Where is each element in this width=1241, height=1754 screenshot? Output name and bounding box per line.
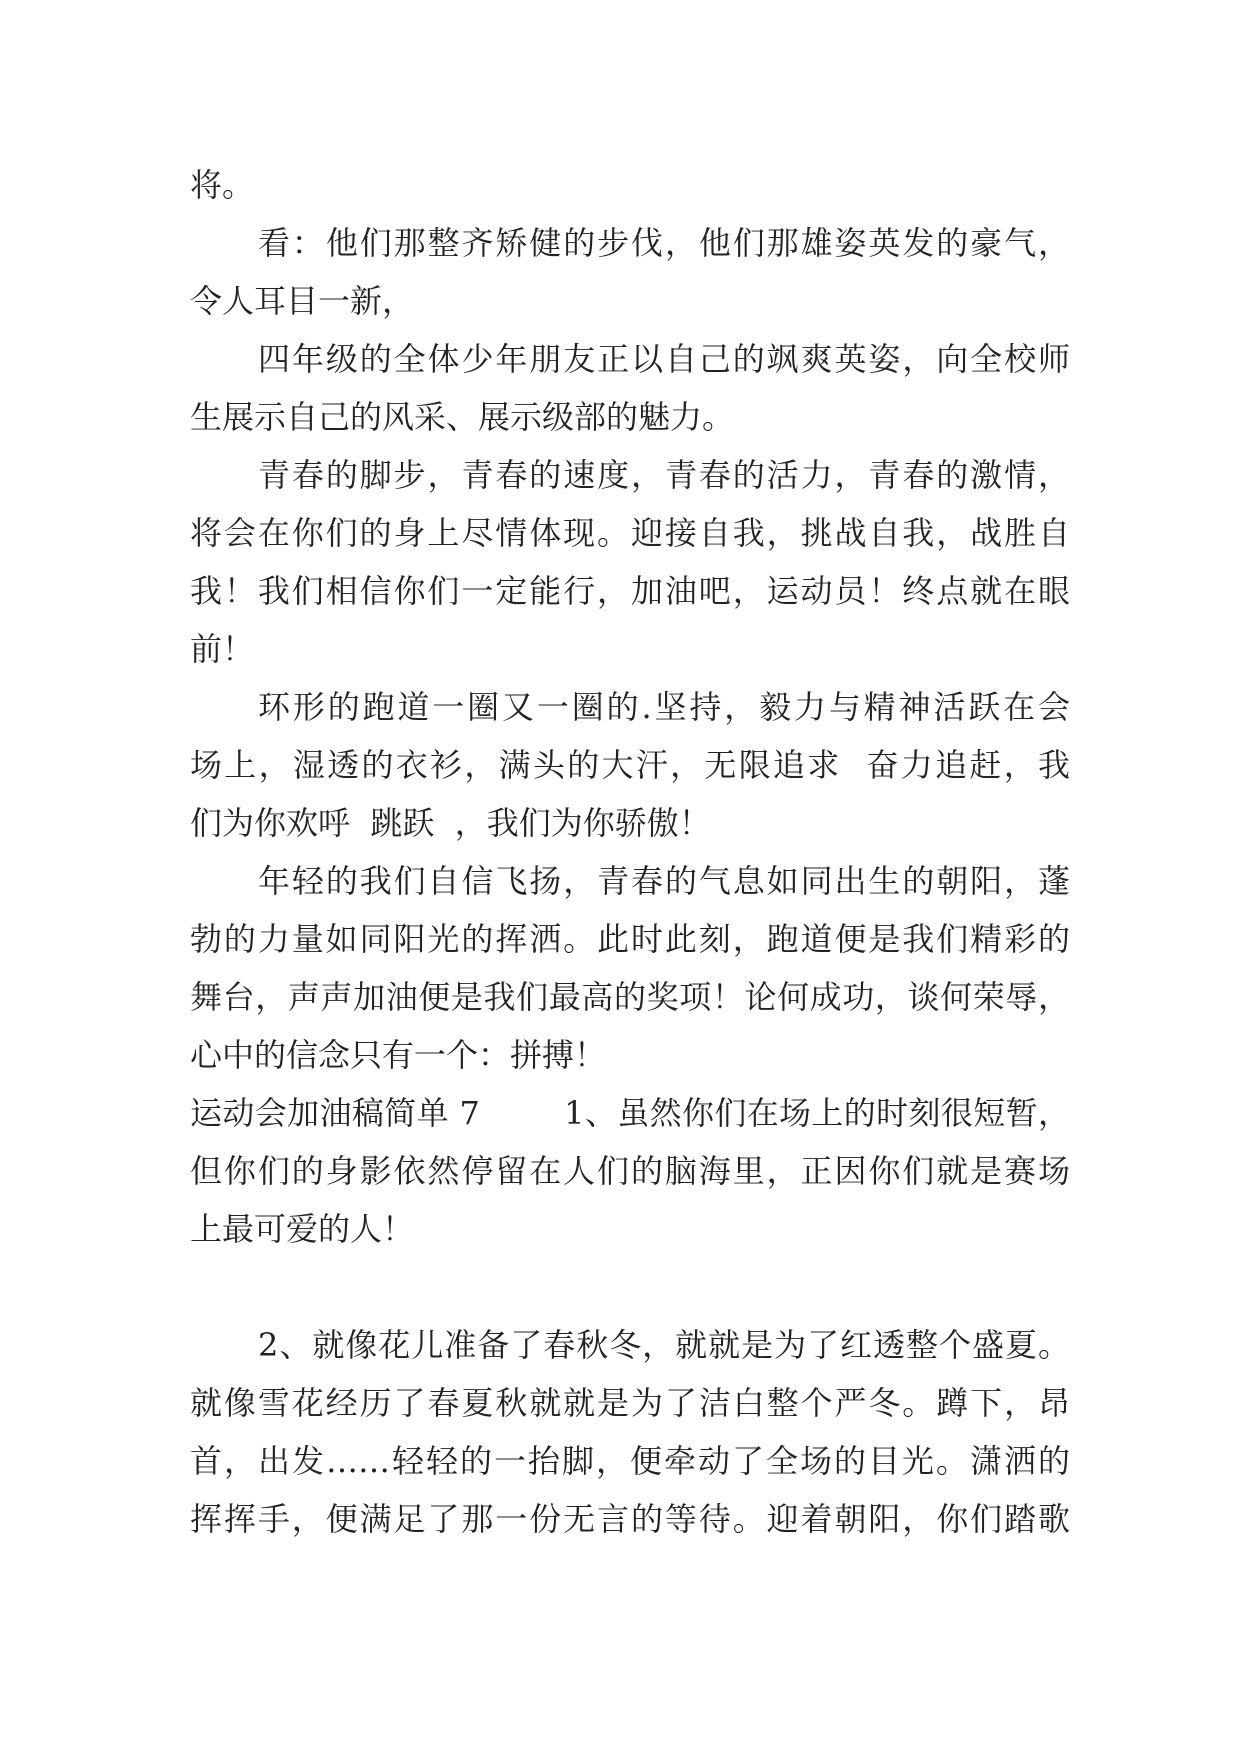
text-line: 环形的跑道一圈又一圈的.坚持，毅力与精神活跃在会 bbox=[258, 688, 1070, 726]
text-line: 青春的脚步，青春的速度，青春的活力，青春的激情， bbox=[258, 456, 1070, 494]
text-line: 上最可爱的人！ bbox=[190, 1210, 415, 1248]
text-line: 四年级的全体少年朋友正以自己的飒爽英姿，向全校师 bbox=[258, 340, 1070, 378]
text-line: 2、就像花儿准备了春秋冬，就就是为了红透整个盛夏。 bbox=[258, 1326, 1070, 1364]
text-line: 舞台，声声加油便是我们最高的奖项！论何成功，谈何荣辱， bbox=[190, 978, 1070, 1016]
text-line: 首，出发……轻轻的一抬脚，便牵动了全场的目光。潇洒的 bbox=[190, 1442, 1070, 1480]
text-line: 场上，湿透的衣衫，满头的大汗，无限追求 奋力追赶，我 bbox=[190, 746, 1070, 784]
text-line: 令人耳目一新， bbox=[190, 282, 415, 320]
text-line: 前！ bbox=[190, 630, 255, 668]
text-line: 看：他们那整齐矫健的步伐，他们那雄姿英发的豪气， bbox=[258, 224, 1070, 262]
document-body bbox=[190, 156, 1070, 1548]
text-line: 将会在你们的身上尽情体现。迎接自我，挑战自我，战胜自 bbox=[190, 514, 1070, 552]
text-line: 心中的信念只有一个：拼搏！ bbox=[190, 1036, 607, 1074]
text-line: 勃的力量如同阳光的挥洒。此时此刻，跑道便是我们精彩的 bbox=[190, 920, 1070, 958]
text-line: 们为你欢呼 跳跃 ，我们为你骄傲！ bbox=[190, 804, 711, 842]
text-line: 运动会加油稿简单 7 1、虽然你们在场上的时刻很短暂， bbox=[190, 1094, 1070, 1132]
text-line: 将。 bbox=[190, 166, 255, 204]
text-line: 生展示自己的风采、展示级部的魅力。 bbox=[190, 398, 735, 436]
text-line: 我！我们相信你们一定能行，加油吧，运动员！终点就在眼 bbox=[190, 572, 1070, 610]
text-line: 但你们的身影依然停留在人们的脑海里，正因你们就是赛场 bbox=[190, 1152, 1070, 1190]
text-line: 就像雪花经历了春夏秋就就是为了洁白整个严冬。蹲下，昂 bbox=[190, 1384, 1070, 1422]
paragraph-gap bbox=[190, 1258, 1070, 1316]
text-line: 挥挥手，便满足了那一份无言的等待。迎着朝阳，你们踏歌 bbox=[190, 1500, 1070, 1538]
text-line: 年轻的我们自信飞扬，青春的气息如同出生的朝阳，蓬 bbox=[258, 862, 1070, 900]
